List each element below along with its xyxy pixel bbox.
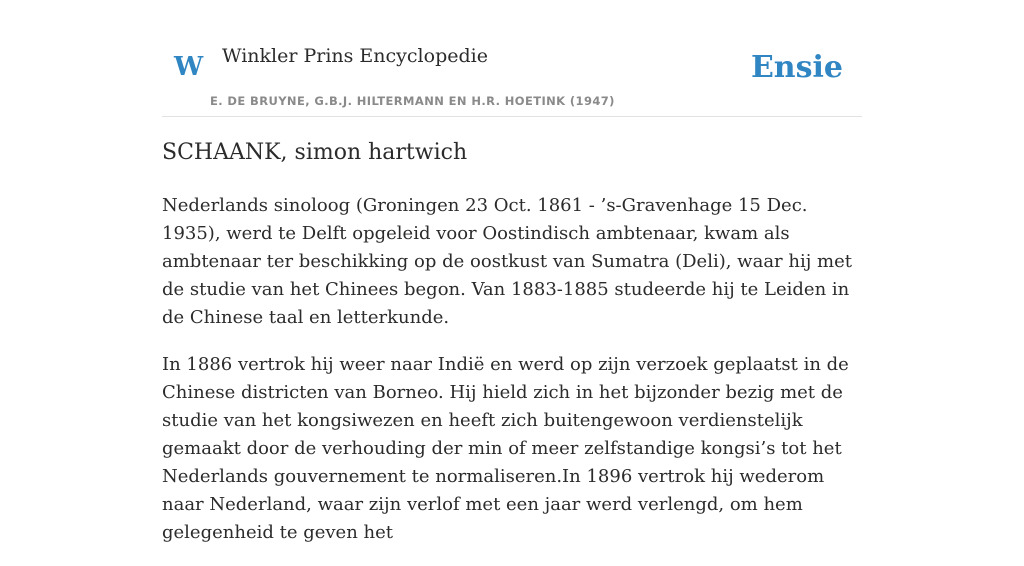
ensie-brand-logo[interactable]: Ensie — [750, 50, 843, 85]
page — [162, 0, 862, 543]
entry-title: SCHAANK, simon hartwich — [162, 140, 468, 165]
winkler-prins-logo-icon[interactable]: W — [174, 52, 204, 82]
entry-paragraph: In 1886 vertrok hij weer naar Indië en werd op zijn verzoek geplaatst in de Chinese districten van Borneo. Hij hield zich in het bijzonder bezig met de studie van het kongsiwezen en heeft zich buitengewoon verdienstelijk gemaakt door de verhouding der min of meer zelfstandige kongsi’s tot het Nederlands gouvernement te normaliseren.In 1896 vertrok hij wederom naar Nederland, waar zijn verlof met een jaar werd verlengd, om hem gelegenheid te geven het — [162, 354, 849, 543]
encyclopedia-title-link[interactable]: Winkler Prins Encyclopedie — [222, 45, 488, 67]
site-header — [162, 0, 862, 117]
entry-paragraph: Nederlands sinoloog (Groningen 23 Oct. 1861 - ’s-Gravenhage 15 Dec. 1935), werd te Delft opgeleid voor Oostindisch ambtenaar, kwam als ambtenaar ter beschikking op de oostkust van Sumatra (Deli), waar hij met de studie van het Chinees begon. Van 1883-1885 studeerde hij te Leiden in de Chinese taal en letterkunde. — [162, 195, 852, 328]
entry-body — [162, 192, 862, 566]
encyclopedia-authors: E. DE BRUYNE, G.B.J. HILTERMANN EN H.R. HOETINK (1947) — [210, 94, 615, 108]
